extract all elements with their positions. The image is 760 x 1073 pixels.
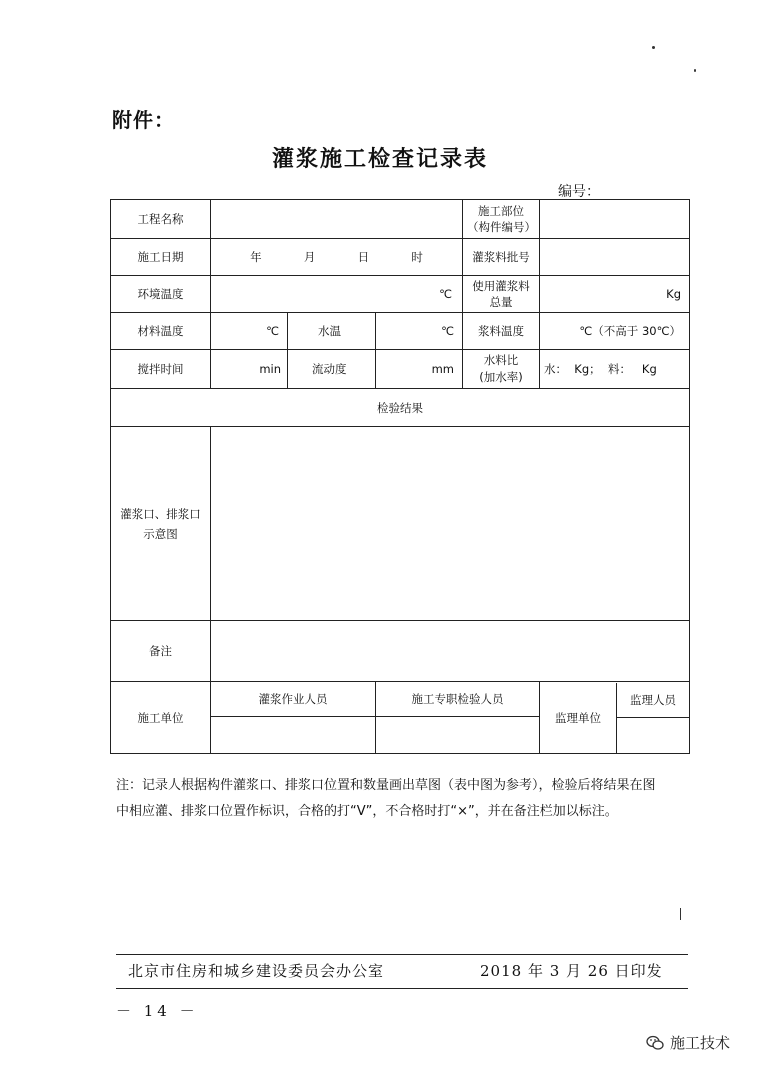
- row-signature-header: [111, 682, 690, 717]
- supervision-unit-label: 监理单位: [540, 683, 617, 753]
- mix-time-label: 搅拌时间: [111, 350, 211, 389]
- grout-operator-field[interactable]: [211, 717, 376, 754]
- supervisor-field[interactable]: [617, 718, 689, 753]
- row-inspection-header: [111, 389, 690, 427]
- scan-speck: [694, 69, 696, 72]
- inspection-result-heading: 检验结果: [111, 389, 690, 427]
- construction-part-field[interactable]: [540, 200, 690, 239]
- water-temp-unit: ℃: [441, 324, 454, 338]
- row-project: [111, 200, 690, 239]
- grout-total-label: 使用灌浆料总量: [463, 276, 540, 313]
- sketch-label: [111, 427, 211, 621]
- slurry-temp-field[interactable]: [540, 313, 690, 350]
- remarks-label: 备注: [111, 621, 211, 682]
- row-mixing: [111, 350, 690, 389]
- row-temperatures: [111, 313, 690, 350]
- water-temp-field[interactable]: [376, 313, 463, 350]
- ambient-temp-label: 环境温度: [111, 276, 211, 313]
- wechat-icon: [646, 1035, 664, 1051]
- material-temp-unit: ℃: [266, 324, 279, 338]
- inspection-form-table: [110, 199, 690, 754]
- material-temp-field[interactable]: [211, 313, 288, 350]
- grout-batch-field[interactable]: [540, 239, 690, 276]
- page-title: 灌浆施工检查记录表: [271, 147, 488, 172]
- attachment-label: 附件：: [112, 108, 175, 132]
- inspector-field[interactable]: [376, 717, 540, 754]
- form-note: [116, 773, 696, 825]
- water-ratio-field[interactable]: 水： Kg； 料： Kg: [540, 350, 690, 389]
- project-name-label: 工程名称: [111, 200, 211, 239]
- date-hour: 时: [411, 250, 423, 264]
- water-ratio-label-line1: 水料比: [483, 353, 519, 367]
- footer-date: 2018 年 3 月 26 日印发: [480, 962, 663, 980]
- scan-speck: [680, 908, 681, 920]
- slurry-temp-value: ℃（不高于 30℃）: [579, 324, 681, 338]
- inspector-label: 施工专职检验人员: [376, 682, 540, 717]
- sketch-label-line1: 灌浆口、排浆口: [120, 506, 201, 521]
- row-remarks: [111, 621, 690, 682]
- slurry-temp-label: 浆料温度: [463, 313, 540, 350]
- ambient-temp-field[interactable]: [211, 276, 463, 313]
- footer-bottom-rule: [116, 988, 688, 989]
- date-day: 日: [357, 250, 370, 264]
- scan-speck: [652, 46, 655, 49]
- mix-time-unit: min: [259, 362, 281, 376]
- construction-date-field[interactable]: [211, 239, 463, 276]
- note-line-1: 注：记录人根据构件灌浆口、排浆口位置和数量画出草图（表中图为参考），检验后将结果在图: [116, 778, 656, 793]
- grout-total-unit: Kg: [666, 287, 681, 301]
- row-date: [111, 239, 690, 276]
- construction-date-label: 施工日期: [111, 239, 211, 276]
- fluidity-label: 流动度: [288, 350, 376, 389]
- grout-total-field[interactable]: [540, 276, 690, 313]
- page-number: － 14 －: [116, 1002, 199, 1020]
- mix-time-field[interactable]: [211, 350, 288, 389]
- row-ambient: [111, 276, 690, 313]
- remarks-field[interactable]: [211, 621, 690, 682]
- construction-part-label: 施工部位（构件编号）: [463, 200, 540, 239]
- water-ratio-label: [463, 350, 540, 389]
- grout-operator-label: 灌浆作业人员: [211, 682, 376, 717]
- date-year: 年: [250, 250, 262, 264]
- serial-label: 编号：: [558, 184, 600, 200]
- water-temp-label: 水温: [288, 313, 376, 350]
- row-sketch: [111, 427, 690, 621]
- material-temp-label: 材料温度: [111, 313, 211, 350]
- sketch-label-line2: 示意图: [143, 526, 178, 541]
- fluidity-unit: mm: [431, 362, 454, 376]
- construction-unit-label: 施工单位: [111, 682, 211, 754]
- footer-office: 北京市住房和城乡建设委员会办公室: [128, 962, 385, 980]
- ambient-temp-unit: ℃: [439, 287, 452, 301]
- brand-watermark: [646, 1032, 730, 1053]
- fluidity-field[interactable]: [376, 350, 463, 389]
- grout-batch-label: 灌浆料批号: [463, 239, 540, 276]
- project-name-field[interactable]: [211, 200, 463, 239]
- brand-name: 施工技术: [670, 1034, 731, 1052]
- water-ratio-label-line2: (加水率): [479, 370, 523, 384]
- date-month: 月: [303, 250, 316, 264]
- supervision-block: [540, 682, 690, 754]
- sketch-area[interactable]: [211, 427, 690, 621]
- note-line-2: 中相应灌、排浆口位置作标识，合格的打“V”，不合格时打“×”，并在备注栏加以标注。: [116, 804, 618, 819]
- supervisor-label: 监理人员: [617, 683, 689, 718]
- footer-top-rule: [116, 954, 688, 955]
